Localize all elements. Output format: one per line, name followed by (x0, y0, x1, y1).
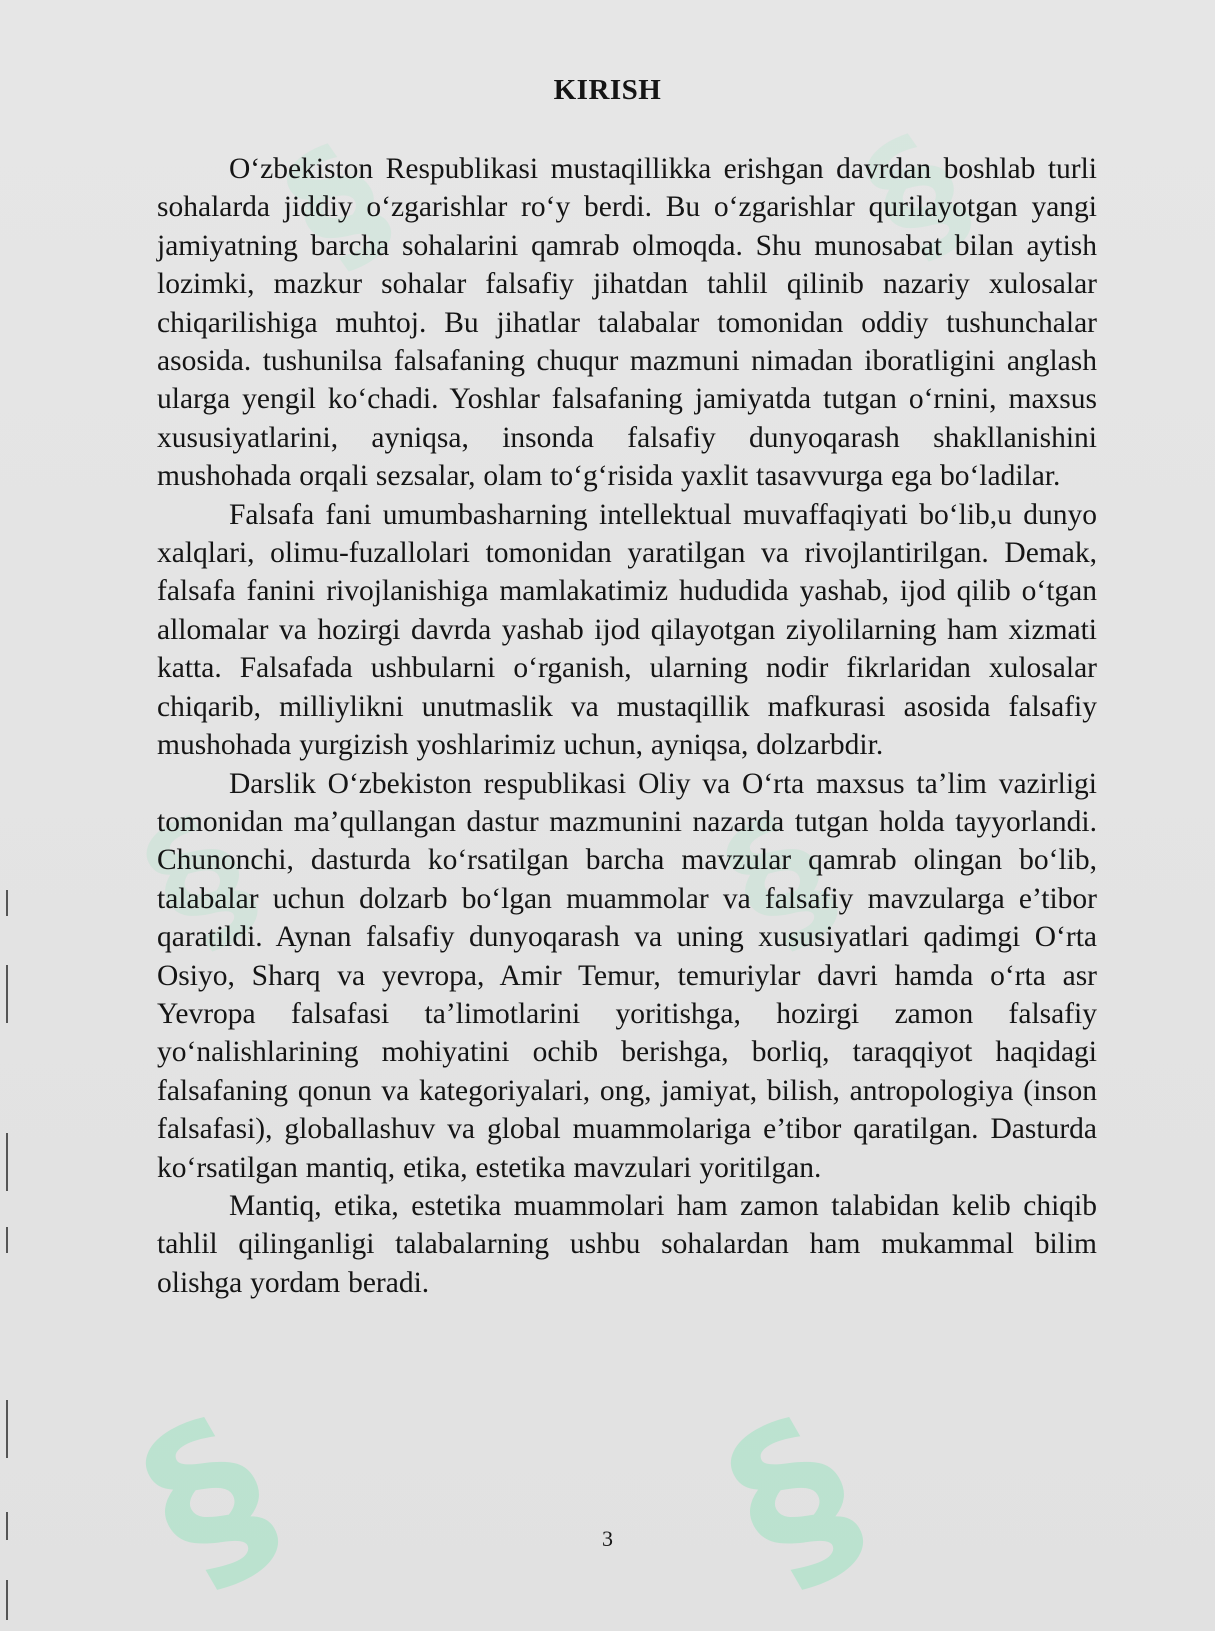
watermark-logo-icon: § (693, 1373, 897, 1626)
scan-edge-mark (6, 1227, 8, 1253)
body-text (157, 150, 1097, 1302)
paragraph: O‘zbekiston Respublikasi mustaqillikka erishgan davrdan boshlab turli sohalarda jiddiy o‘zgarishlar ro‘y berdi. Bu o‘zgarishlar qurilayotgan yangi jamiyatning barcha sohalarini qamrab olmoqda. Shu munosabat bilan aytish lozimki, mazkur sohalar falsafiy jihatdan tahlil qilinib nazariy xulosalar chiqarilishiga muhtoj. Bu jihatlar talabalar tomonidan oddiy tushunchalar asosida. tushunilsa falsafaning chuqur mazmuni nimadan iboratligini anglash ularga yengil ko‘chadi. Yoshlar falsafaning jamiyatda tutgan o‘rnini, maxsus xususiyatlarini, ayniqsa, insonda falsafiy dunyoqarash shakllanishini mushohada orqali sezsalar, olam to‘g‘risida yaxlit tasavvurga ega bo‘ladilar. (157, 153, 1097, 493)
scan-edge-mark (6, 1133, 8, 1191)
scan-edge-mark (6, 1580, 8, 1620)
scan-edge-mark (6, 1400, 8, 1458)
paragraph: Darslik O‘zbekiston respublikasi Oliy va O‘rta maxsus ta’lim vazirligi tomonidan ma’qullangan dastur mazmunini nazarda tutgan holda tayyorlandi. Chunonchi, dasturda ko‘rsatilgan barcha mavzular qamrab olingan bo‘lib, talabalar uchun dolzarb bo‘lgan muammolar va falsafiy mavzularga e’tibor qaratildi. Aynan falsafiy dunyoqarash va uning xususiyatlari qadimgi O‘rta Osiyo, Sharq va yevropa, Amir Temur, temuriylar davri hamda o‘rta asr Yevropa falsafasi ta’limotlarini yoritishga, hozirgi zamon falsafiy yo‘nalishlarining mohiyatini ochib berishga, borliq, taraqqiyot haqidagi falsafaning qonun va kategoriyalari, ong, jamiyat, bilish, antropologiya (inson falsafasi), globallashuv va global muammolariga e’tibor qaratilgan. Dasturda ko‘rsatilgan mantiq, etika, estetika mavzulari yoritilgan. (157, 767, 1097, 1184)
paragraph: Mantiq, etika, estetika muammolari ham zamon talabidan kelib chiqib tahlil qilinganligi talabalarning ushbu sohalardan ham mukammal bilim olishga yordam beradi. (157, 1189, 1097, 1299)
scan-edge-mark (6, 965, 8, 1023)
watermark-logo-icon: § (693, 780, 867, 980)
watermark-logo-icon: § (256, 112, 419, 298)
watermark-logo-icon: § (836, 102, 999, 288)
watermark-logo-icon: § (108, 1373, 312, 1626)
page-title: KIRISH (553, 74, 662, 106)
watermark-logo-icon: § (113, 780, 287, 980)
page-number: 3 (602, 1526, 613, 1551)
scan-edge-mark (6, 890, 8, 916)
paragraph: Falsafa fani umumbasharning intellektual muvaffaqiyati bo‘lib,u dunyo xalqlari, olimu-fuzallolari tomonidan yaratilgan va rivojlantirilgan. Demak, falsafa fanini rivojlanishiga mamlakatimiz hududida yashab, ijod qilib o‘tgan allomalar va hozirgi davrda yashab ijod qilayotgan ziyolilarning ham xizmati katta. Falsafada ushbularni o‘rganish, ularning nodir fikrlaridan xulosalar chiqarib, milliylikni unutmaslik va mustaqillik mafkurasi asosida falsafiy mushohada yurgizish yoshlarimiz uchun, ayniqsa, dolzarbdir. (157, 498, 1097, 762)
